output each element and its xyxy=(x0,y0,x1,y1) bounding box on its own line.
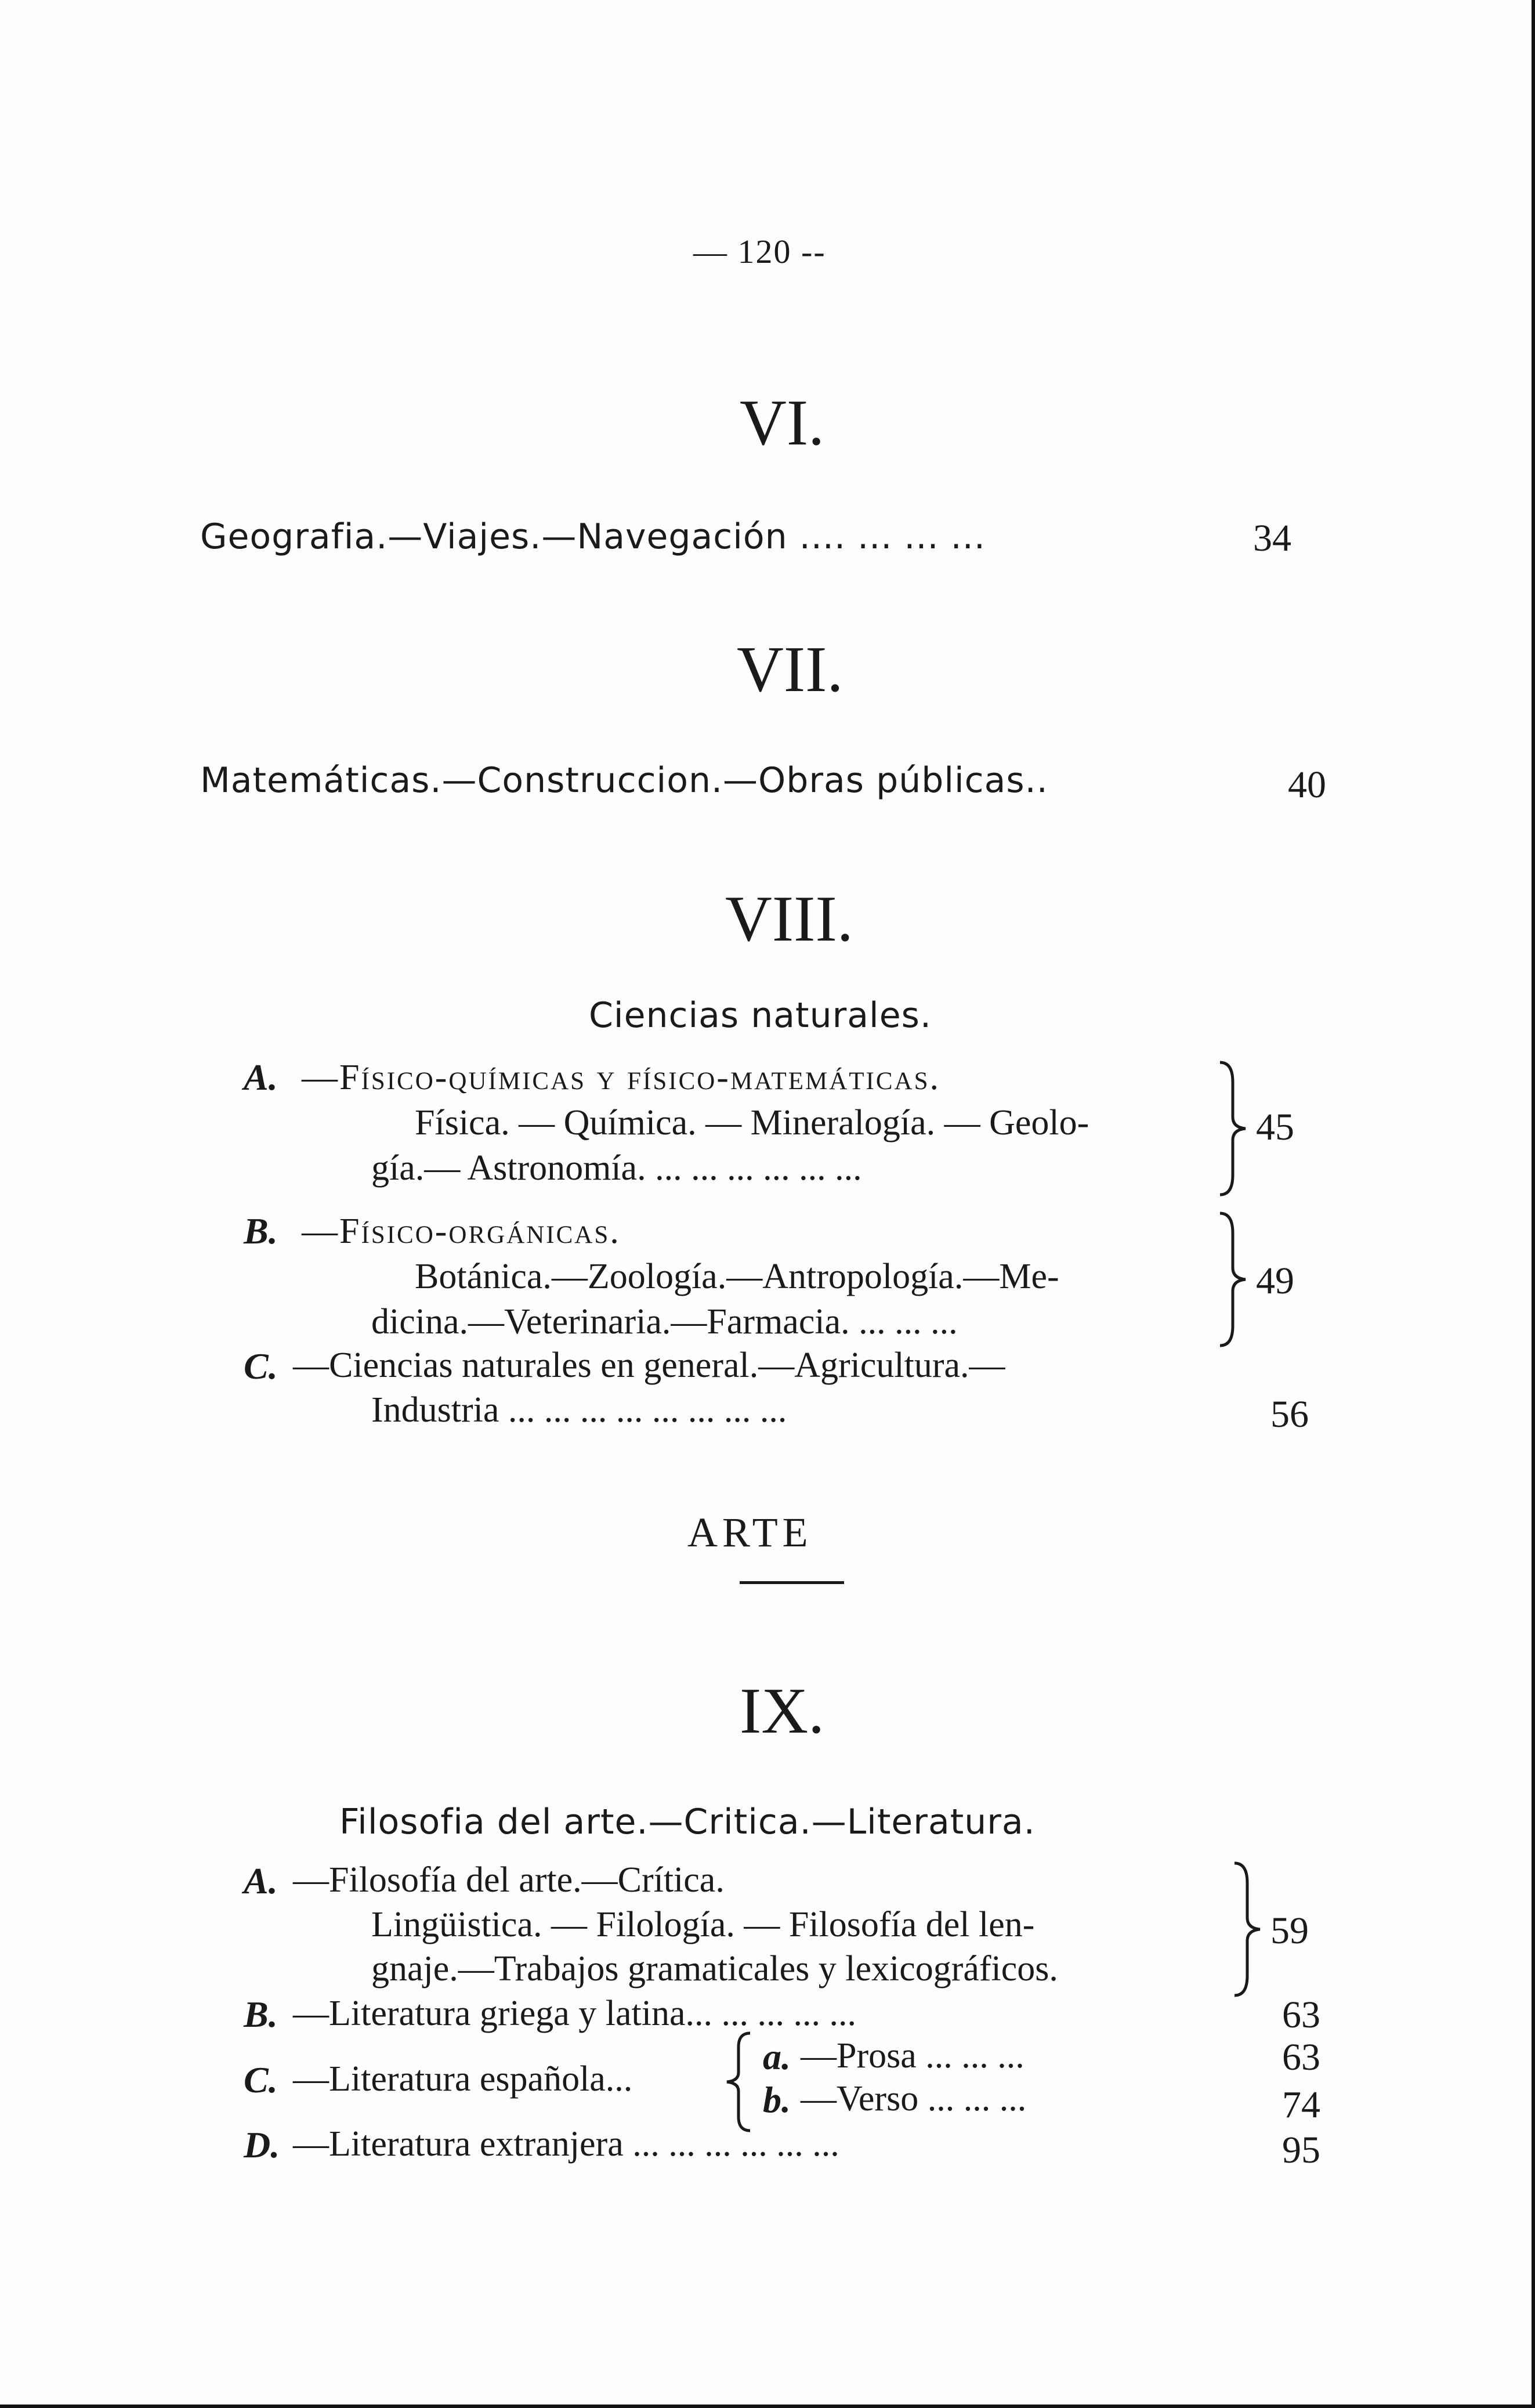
section-ix-b-page: 63 xyxy=(1282,1994,1320,2036)
section-viii-subtitle: Ciencias naturales. xyxy=(589,995,932,1036)
section-viii-b-brace xyxy=(1215,1210,1250,1349)
section-ix-b-line: —Literatura griega y latina... ... ... ... ... xyxy=(293,1994,857,2033)
section-viii-b-letter: B. xyxy=(244,1210,278,1252)
section-ix-d-page: 95 xyxy=(1282,2129,1320,2171)
section-viii-b-line1: Botánica.—Zoología.—Antropología.—Me- xyxy=(415,1257,1059,1296)
section-ix-c-sub-a-letter: a. xyxy=(763,2036,791,2077)
section-ix-a-page: 59 xyxy=(1270,1910,1309,1952)
section-ix-a-brace xyxy=(1230,1860,1265,1999)
section-ix-c-sub-b: —Verso ... ... ... xyxy=(801,2079,1027,2118)
section-viii-b-heading: —Físico-orgánicas. xyxy=(302,1212,621,1251)
section-viii-c-line2: Industria ... ... ... ... ... ... ... ... xyxy=(371,1390,787,1430)
section-ix-c-letter: C. xyxy=(244,2059,278,2100)
section-vi-line: Geografia.—Viajes.—Navegación .... ... ... ... xyxy=(200,516,986,557)
section-viii-c-letter: C. xyxy=(244,1346,278,1387)
section-vi-page: 34 xyxy=(1253,517,1291,559)
section-ix-a-line3: gnaje.—Trabajos gramaticales y lexicográficos. xyxy=(371,1949,1058,1988)
section-ix-subtitle: Filosofia del arte.—Critica.—Literatura. xyxy=(339,1802,1036,1842)
section-vii-page: 40 xyxy=(1288,764,1326,806)
section-vi-numeral: VI. xyxy=(740,387,825,459)
section-ix-b-letter: B. xyxy=(244,1994,278,2035)
section-viii-a-line2: gía.— Astronomía. ... ... ... ... ... ... xyxy=(371,1148,862,1188)
section-viii-a-line1: Física. — Química. — Mineralogía. — Geolo- xyxy=(415,1103,1089,1142)
section-ix-c-sub-a: —Prosa ... ... ... xyxy=(801,2036,1024,2076)
section-ix-d-line: —Literatura extranjera ... ... ... ... ... ... xyxy=(293,2124,839,2164)
section-ix-c-sub-b-page: 74 xyxy=(1282,2084,1320,2126)
section-ix-a-letter: A. xyxy=(244,1860,278,1901)
section-viii-b-page: 49 xyxy=(1256,1260,1294,1302)
section-ix-d-letter: D. xyxy=(244,2124,280,2165)
arte-heading: ARTE xyxy=(687,1509,813,1556)
section-viii-a-heading: —Físico-químicas y físico-matemáticas. xyxy=(302,1058,941,1097)
section-ix-c-line: —Literatura española... xyxy=(293,2059,633,2099)
section-ix-a-line2: Lingüistica. — Filología. — Filosofía del len- xyxy=(371,1905,1035,1944)
section-viii-a-page: 45 xyxy=(1256,1106,1294,1148)
section-ix-c-sub-a-page: 63 xyxy=(1282,2036,1320,2078)
section-viii-a-letter: A. xyxy=(244,1057,278,1098)
section-ix-numeral: IX. xyxy=(740,1675,825,1747)
section-viii-a-brace xyxy=(1215,1059,1250,1198)
section-vii-numeral: VII. xyxy=(737,634,843,706)
arte-rule xyxy=(740,1581,844,1584)
section-vii-line: Matemáticas.—Construccion.—Obras públicas.. xyxy=(200,760,1048,801)
section-ix-c-brace xyxy=(722,2030,755,2134)
section-ix-c-sub-b-letter: b. xyxy=(763,2079,791,2120)
section-viii-c-line1: —Ciencias naturales en general.—Agricultura.— xyxy=(293,1346,1005,1385)
section-viii-c-page: 56 xyxy=(1270,1393,1309,1436)
section-ix-a-line1: —Filosofía del arte.—Crítica. xyxy=(293,1860,725,1900)
section-viii-numeral: VIII. xyxy=(725,883,853,955)
section-viii-b-line2: dicina.—Veterinaria.—Farmacia. ... ... ... xyxy=(371,1302,958,1342)
page-number: — 120 -- xyxy=(693,233,826,270)
